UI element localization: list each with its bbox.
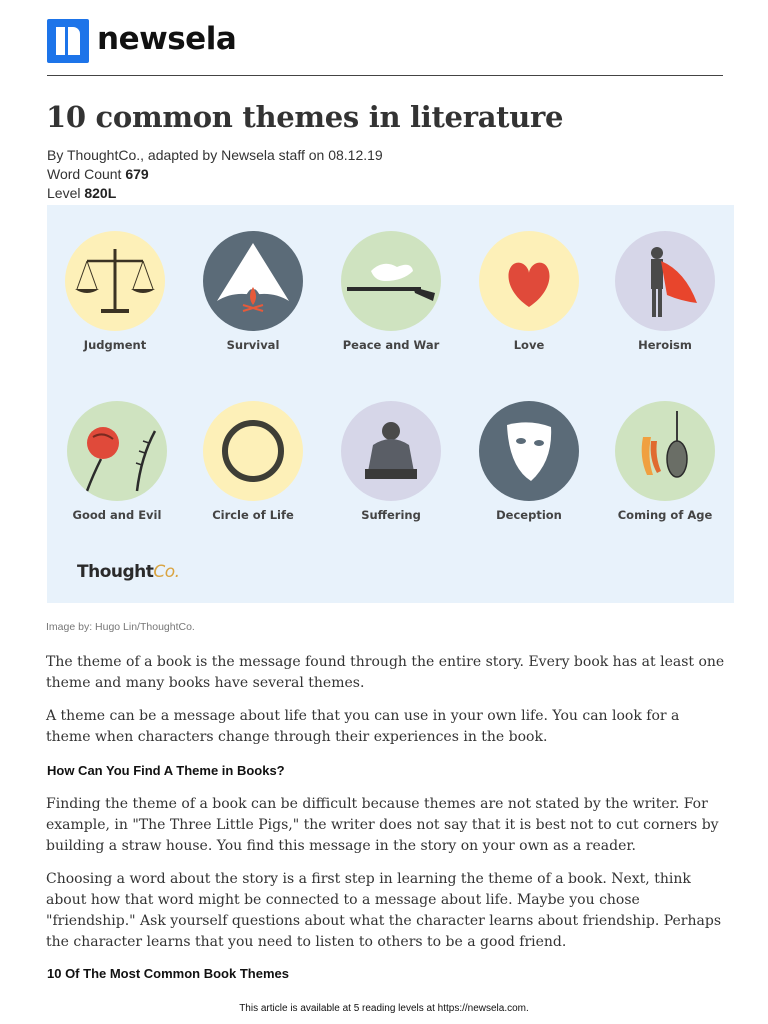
theme-label: Judgment xyxy=(83,338,147,352)
theme-survival xyxy=(188,231,318,352)
theme-label: Good and Evil xyxy=(72,508,162,522)
word-count-value: 679 xyxy=(125,166,149,182)
theme-heroism xyxy=(600,231,730,352)
themes-figure xyxy=(47,205,734,603)
thoughtco-logo-main: Thought xyxy=(77,562,154,582)
paragraph: Finding the theme of a book can be difficult because themes are not stated by the writer. For example, in "The Three Little Pigs," the writer does not say that it is best not to cut corners by building a straw house. You find this message in the story on your own as a reader. xyxy=(46,796,719,854)
theme-suffering xyxy=(326,401,456,522)
reading-level xyxy=(47,184,116,202)
crouching-person-icon xyxy=(341,401,441,501)
word-count xyxy=(47,165,149,183)
paragraph: A theme can be a message about life that you can use in your own life. You can look for a theme when characters change through their experiences in the book. xyxy=(46,708,680,745)
mask-icon xyxy=(479,401,579,501)
page-footer: This article is available at 5 reading levels at https://newsela.com. xyxy=(239,1003,529,1014)
theme-peace-and-war xyxy=(326,231,456,352)
theme-coming-of-age xyxy=(600,401,730,522)
paragraph: The theme of a book is the message found through the entire story. Every book has at least one theme and many books have several themes. xyxy=(46,654,725,691)
thoughtco-logo xyxy=(77,562,180,582)
caped-hero-icon xyxy=(615,231,715,331)
cocoon-icon xyxy=(615,401,715,501)
theme-label: Peace and War xyxy=(342,338,440,352)
paragraph: Choosing a word about the story is a first step in learning the theme of a book. Next, think about how that word might be connected to a message about life. Maybe you chose "friendship." Ask yourself questions about what the character learns about friendship. Perhaps the character learns that you need to listen to others to be a good friend. xyxy=(46,871,722,950)
dove-rifle-icon xyxy=(341,231,441,331)
theme-label: Survival xyxy=(226,338,280,352)
heart-icon xyxy=(479,231,579,331)
theme-good-and-evil xyxy=(52,401,182,522)
level-value: 820L xyxy=(84,185,117,201)
theme-love xyxy=(464,231,594,352)
scales-icon xyxy=(65,231,165,331)
article-title: 10 common themes in literature xyxy=(46,100,564,134)
theme-label: Circle of Life xyxy=(212,508,294,522)
theme-circle-of-life xyxy=(188,401,318,522)
thoughtco-logo-suffix: Co. xyxy=(153,562,180,582)
theme-label: Deception xyxy=(496,508,562,522)
theme-label: Suffering xyxy=(361,508,421,522)
theme-label: Coming of Age xyxy=(617,508,713,522)
byline: By ThoughtCo., adapted by Newsela staff on 08.12.19 xyxy=(47,147,383,163)
section-heading: How Can You Find A Theme in Books? xyxy=(47,763,285,778)
theme-deception xyxy=(464,401,594,522)
brand-name[interactable]: newsela xyxy=(97,21,237,57)
section-heading: 10 Of The Most Common Book Themes xyxy=(47,966,289,981)
level-label: Level xyxy=(47,185,81,201)
tent-fire-icon xyxy=(203,231,303,331)
rose-thorns-icon xyxy=(67,401,167,501)
ring-icon xyxy=(203,401,303,501)
newsela-logo-icon[interactable] xyxy=(47,19,89,63)
site-header xyxy=(47,19,723,76)
theme-label: Heroism xyxy=(638,338,692,352)
word-count-label: Word Count xyxy=(47,166,122,182)
theme-judgment xyxy=(50,231,180,352)
theme-label: Love xyxy=(513,338,545,352)
image-caption: Image by: Hugo Lin/ThoughtCo. xyxy=(46,621,195,633)
